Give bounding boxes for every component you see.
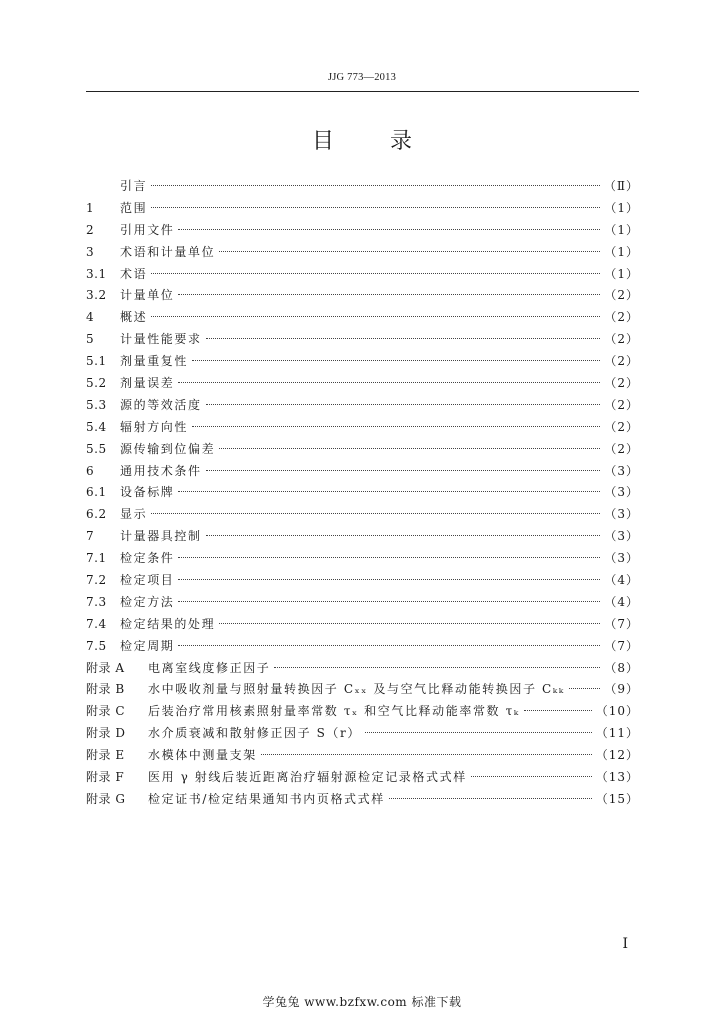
toc-dot-leader — [151, 316, 600, 317]
toc-entry-title: 检定证书/检定结果通知书内页格式式样 — [148, 791, 385, 806]
toc-entry[interactable] — [86, 723, 639, 745]
toc-entry-title: 设备标牌 — [120, 485, 175, 500]
toc-dot-leader — [219, 251, 600, 252]
toc-dot-leader — [178, 294, 600, 295]
toc-entry-title: 剂量重复性 — [120, 354, 189, 369]
toc-entry[interactable] — [86, 242, 639, 264]
toc-entry-title: 检定项目 — [120, 573, 175, 588]
toc-entry[interactable] — [86, 526, 639, 548]
toc-dot-leader — [471, 776, 592, 777]
toc-dot-leader — [178, 229, 600, 230]
toc-entry-number: 5.5 — [86, 441, 107, 456]
toc-dot-leader — [151, 185, 600, 186]
toc-entry-page: （13） — [595, 770, 639, 785]
toc-entry-page: （3） — [604, 507, 639, 522]
toc-entry[interactable] — [86, 658, 639, 680]
toc-entry-title: 源传输到位偏差 — [120, 441, 216, 456]
toc-entry-page: （7） — [604, 616, 639, 631]
toc-entry[interactable] — [86, 417, 639, 439]
document-code-header: JJG 773—2013 — [327, 72, 397, 83]
toc-entry-title: 检定条件 — [120, 551, 175, 566]
toc-dot-leader — [192, 360, 600, 361]
toc-entry-title: 水模体中测量支架 — [148, 748, 257, 763]
toc-entry-number: 7.5 — [86, 638, 107, 653]
toc-entry-number: 5.4 — [86, 419, 107, 434]
toc-dot-leader — [206, 535, 601, 536]
toc-entry[interactable] — [86, 767, 639, 789]
toc-dot-leader — [206, 470, 601, 471]
toc-entry[interactable] — [86, 264, 639, 286]
toc-entry-page: （9） — [604, 682, 639, 697]
toc-entry-page: （4） — [604, 573, 639, 588]
toc-dot-leader — [151, 273, 600, 274]
toc-entry[interactable] — [86, 745, 639, 767]
toc-entry-title: 辐射方向性 — [120, 419, 189, 434]
toc-entry-page: （7） — [604, 638, 639, 653]
toc-entry-page: （3） — [604, 485, 639, 500]
toc-entry-page: （Ⅱ） — [603, 179, 639, 193]
toc-entry-number: 5.3 — [86, 397, 107, 412]
toc-entry[interactable] — [86, 592, 639, 614]
toc-entry-title: 引用文件 — [120, 222, 175, 237]
toc-dot-leader — [365, 732, 592, 733]
toc-entry[interactable] — [86, 636, 639, 658]
toc-entry[interactable] — [86, 395, 639, 417]
toc-entry[interactable] — [86, 285, 639, 307]
toc-entry-page: （8） — [604, 660, 639, 675]
toc-entry-number: 5.2 — [86, 376, 107, 391]
toc-entry-page: （2） — [604, 354, 639, 369]
toc-entry-number: 附录 D — [86, 726, 126, 741]
toc-entry-page: （1） — [604, 200, 639, 215]
toc-entry-title: 剂量误差 — [120, 376, 175, 391]
toc-entry-page: （3） — [604, 551, 639, 566]
toc-entry[interactable] — [86, 504, 639, 526]
toc-dot-leader — [389, 798, 592, 799]
toc-entry-number: 3.2 — [86, 288, 107, 303]
toc-entry[interactable] — [86, 461, 639, 483]
toc-entry-title: 源的等效活度 — [120, 397, 202, 412]
toc-entry-number: 1 — [86, 200, 95, 215]
toc-entry[interactable] — [86, 439, 639, 461]
toc-dot-leader — [219, 623, 600, 624]
toc-entry-number: 4 — [86, 310, 95, 325]
toc-entry-number: 5.1 — [86, 354, 107, 369]
toc-entry-page: （2） — [604, 310, 639, 325]
toc-entry-title: 术语 — [120, 266, 148, 281]
toc-entry-page: （1） — [604, 222, 639, 237]
toc-dot-leader — [178, 645, 600, 646]
toc-entry-page: （2） — [604, 332, 639, 347]
table-of-contents — [86, 176, 639, 811]
toc-entry-page: （10） — [595, 704, 639, 719]
toc-entry-number: 附录 G — [86, 791, 126, 806]
toc-entry-number: 2 — [86, 222, 95, 237]
toc-dot-leader — [206, 338, 601, 339]
toc-entry-page: （1） — [604, 266, 639, 281]
toc-entry-number: 7.1 — [86, 551, 107, 566]
toc-entry-number: 附录 C — [86, 704, 125, 719]
toc-entry-title: 电离室线度修正因子 — [148, 660, 271, 675]
toc-entry[interactable] — [86, 570, 639, 592]
toc-entry-title: 计量单位 — [120, 288, 175, 303]
toc-entry[interactable] — [86, 176, 639, 198]
toc-entry-page: （1） — [604, 244, 639, 259]
toc-entry-number: 5 — [86, 332, 95, 347]
toc-entry-number: 7.3 — [86, 594, 107, 609]
toc-entry-page: （4） — [604, 594, 639, 609]
toc-entry[interactable] — [86, 789, 639, 811]
toc-entry-number: 附录 F — [86, 770, 125, 785]
toc-entry-number: 附录 A — [86, 660, 125, 675]
toc-entry-title: 显示 — [120, 507, 148, 522]
toc-entry-page: （2） — [604, 288, 639, 303]
toc-dot-leader — [219, 448, 600, 449]
toc-entry-page: （12） — [595, 748, 639, 763]
toc-dot-leader — [178, 491, 600, 492]
toc-entry[interactable] — [86, 198, 639, 220]
toc-entry-title: 检定方法 — [120, 594, 175, 609]
toc-entry[interactable] — [86, 679, 639, 701]
toc-dot-leader — [178, 601, 600, 602]
toc-entry-title: 后装治疗常用核素照射量率常数 τₓ 和空气比释动能率常数 τₖ — [148, 704, 520, 719]
toc-entry-title: 通用技术条件 — [120, 463, 202, 478]
toc-entry[interactable] — [86, 329, 639, 351]
toc-entry-page: （2） — [604, 419, 639, 434]
toc-dot-leader — [151, 513, 600, 514]
page-title: 目录 — [311, 129, 468, 154]
toc-entry-page: （2） — [604, 441, 639, 456]
page-number: I — [622, 936, 628, 952]
toc-entry[interactable] — [86, 220, 639, 242]
header-rule — [86, 91, 639, 92]
toc-dot-leader — [569, 688, 601, 689]
toc-entry-page: （2） — [604, 376, 639, 391]
toc-entry[interactable] — [86, 701, 639, 723]
toc-entry-title: 水中吸收剂量与照射量转换因子 Cₓₓ 及与空气比释动能转换因子 Cₖₖ — [148, 682, 565, 697]
toc-entry-number: 3.1 — [86, 266, 107, 281]
toc-entry-number: 3 — [86, 244, 95, 259]
toc-entry[interactable] — [86, 482, 639, 504]
toc-entry-title: 水介质衰减和散射修正因子 S（r） — [148, 726, 361, 741]
toc-entry-title: 术语和计量单位 — [120, 244, 216, 259]
toc-entry-title: 引言 — [120, 179, 148, 193]
toc-dot-leader — [261, 754, 592, 755]
toc-entry-number: 6.2 — [86, 507, 107, 522]
toc-entry[interactable] — [86, 351, 639, 373]
toc-entry-title: 计量性能要求 — [120, 332, 202, 347]
toc-entry-number: 7 — [86, 529, 95, 544]
toc-entry-title: 检定结果的处理 — [120, 616, 216, 631]
toc-entry-page: （3） — [604, 529, 639, 544]
toc-entry-number: 7.2 — [86, 573, 107, 588]
toc-dot-leader — [206, 404, 601, 405]
toc-entry[interactable] — [86, 307, 639, 329]
toc-entry[interactable] — [86, 373, 639, 395]
toc-entry-number: 6 — [86, 463, 95, 478]
toc-entry[interactable] — [86, 548, 639, 570]
toc-entry-title: 范围 — [120, 200, 148, 215]
toc-entry-number: 附录 B — [86, 682, 125, 697]
toc-dot-leader — [192, 426, 600, 427]
toc-dot-leader — [178, 557, 600, 558]
toc-entry-title: 计量器具控制 — [120, 529, 202, 544]
toc-entry-number: 7.4 — [86, 616, 107, 631]
toc-entry-title: 检定周期 — [120, 638, 175, 653]
footer-watermark-text: 学兔兔 www.bzfxw.com 标准下载 — [262, 995, 462, 1009]
toc-dot-leader — [178, 579, 600, 580]
toc-entry-page: （15） — [595, 791, 639, 806]
toc-entry-page: （11） — [595, 726, 639, 741]
toc-entry-number: 附录 E — [86, 748, 125, 763]
toc-dot-leader — [151, 207, 600, 208]
toc-entry-number: 6.1 — [86, 485, 107, 500]
toc-entry-page: （3） — [604, 463, 639, 478]
toc-entry-page: （2） — [604, 397, 639, 412]
toc-dot-leader — [274, 667, 600, 668]
toc-dot-leader — [524, 710, 592, 711]
toc-entry[interactable] — [86, 614, 639, 636]
toc-entry-title: 概述 — [120, 310, 148, 325]
toc-dot-leader — [178, 382, 600, 383]
toc-entry-title: 医用 γ 射线后装近距离治疗辐射源检定记录格式式样 — [148, 770, 467, 785]
